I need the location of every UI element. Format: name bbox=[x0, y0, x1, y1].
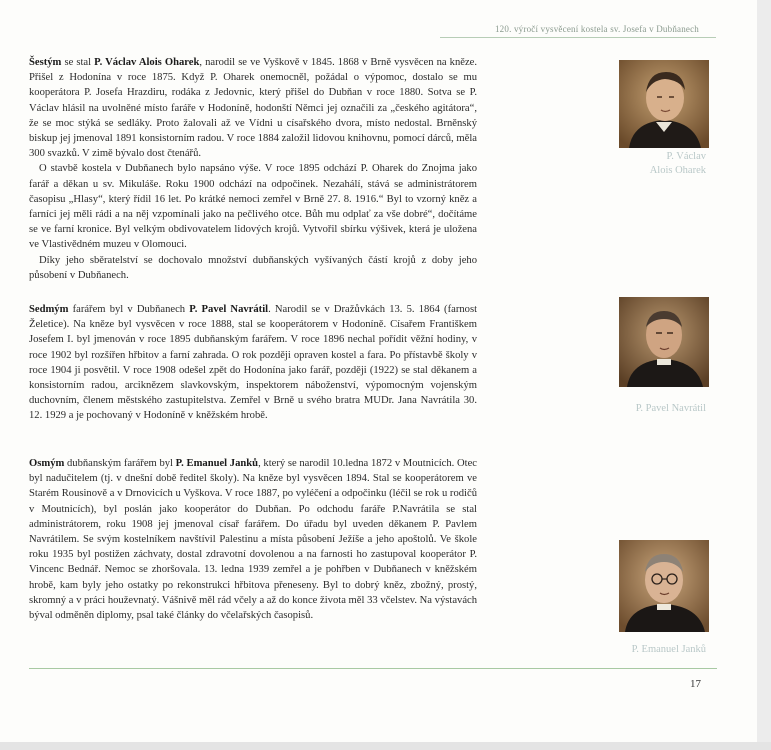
paragraph-text: , který se narodil 10.ledna 1872 v Moutnicích. Otec byl nadučitelem (tj. v dnešní době ředitel školy). Na kněze byl vysvěcen 1894. Stal se kooperátorem ve Starém Rousinově a v Drnovicích u Vyškova. V roce 1887, po vyléčení a odpočinku (léčil se rok u rodičů v Moutnicích), byl poslán jako kooperátor do Dubňan. Po odchodu faráře P.Navrátila se stal administrátorem, roku 1908 jej jmenoval císař farářem. Do úřadu byl uveden děkanem P. Pavlem Navrátilem. Se svým kostelníkem navštívil Palestinu a místa působení Ježíše a jeho apoštolů. Ve škole roku 1935 byl postižen záchvaty, dostal zdravotní dovolenou a na farnosti ho zastupoval kooperátor P. Vincenc Bednář. Nemoc se zhoršovala. 13. ledna 1939 zemřel a je pohřben v Dubňanech v kněžském hrobě, kam byly jeho ostatky po rekonstrukci hřbitova přeneseny. Byl to dobrý kněz, zbožný, prostý, skromný a v práci houževnatý. Vášnivě měl rád včely a až do konce života měl 33 včelstev. Na výstavách býval odměněn diplomy, psal také články do včelařských časopisů. bbox=[29, 458, 478, 622]
page-edge-shadow bbox=[757, 0, 771, 750]
ordinal-lead: Šestým bbox=[29, 57, 62, 68]
caption-line: P. Emanuel Janků bbox=[631, 644, 706, 655]
lead-connector: farářem byl v Dubňanech bbox=[68, 304, 190, 315]
caption-line: P. Václav bbox=[666, 151, 706, 162]
caption-line: P. Pavel Navrátil bbox=[635, 403, 706, 414]
section-janku bbox=[29, 456, 477, 623]
paragraph-text: , narodil se ve Vyškově v 1845. 1868 v Brně vysvěcen na kněze. Přišel z Hodonína v roce 1875. Když P. Oharek onemocněl, požádal o výpomoc, dostalo se mu kooperátora P. Josefa Hrazdiru, rodáka z Jedovnic, který přišel do Dubňan v roce 1880. Sotva se P. Václav hlásil na uvolněné místo faráře v Hodoníně, hodonští Němci jej označili za „českého agitátora“, že se moc stýká se sedláky. Proto žalovali až ve Vídni u císařského dvora, místo nedostal. Brněnský biskup jej jmenoval 1891 konsistorním radou. V roce 1884 založil lidovou knihovnu, pomocí dárců, měla 300 svazků. V zimě bývalo dost čtenářů. bbox=[29, 57, 477, 160]
ordinal-lead: Osmým bbox=[29, 458, 65, 469]
caption-line: Alois Oharek bbox=[649, 165, 706, 176]
paragraph bbox=[29, 55, 477, 161]
caption-oharek bbox=[520, 150, 706, 178]
priest-name: P. Pavel Navrátil bbox=[189, 304, 269, 315]
paragraph bbox=[29, 302, 477, 424]
header-rule bbox=[440, 37, 716, 38]
ordinal-lead: Sedmým bbox=[29, 304, 69, 315]
paragraph-text: . Narodil se v Dražůvkách 13. 5. 1864 (farnost Želetice). Na kněze byl vysvěcen v roce 1888, stal se kooperátorem v Hodoníně. Císařem Františkem Josefem I. byl jmenován v roce 1895 dubňanským farářem. V roce 1896 nechal pořídit věžní hodiny, v roce 1902 byl rozšířen hřbitov a farní zahrada. O rok později opraven kostel a fara. Po přístavbě školy v roce 1904 ji posvětil. V roce 1908 odešel zpět do Hodonína jako farář, později (1922) se stal děkanem a konsistorním radou, arciknězem slavkovským, inspektorem náboženství, výpomocným vojenským duchovním, členem městského zastupitelstva. Zemřel v Brně u svého bratra MUDr. Jana Navrátila 30. 12. 1929 a je pochovaný v Hodoníně v kněžském hrobě. bbox=[29, 304, 478, 422]
portrait-oharek bbox=[619, 60, 709, 148]
page-bottom-shadow bbox=[0, 742, 771, 750]
paragraph: Díky jeho sběratelství se dochovalo množství dubňanských vyšívaných částí krojů z doby jeho působení v Dubňanech. bbox=[29, 254, 477, 281]
page-number: 17 bbox=[690, 678, 701, 690]
paragraph: O stavbě kostela v Dubňanech bylo napsáno výše. V roce 1895 odchází P. Oharek do Znojma jako farář a děkan u sv. Mikuláše. Roku 1900 odchází na odpočinek. Nezahálí, stává se administrátorem časopisu „Hlasy“, který řídil 16 let. Po krátké nemoci zemřel v Brně 27. 8. 1916.“ Byl to vzorný kněz a farníci jej měli rádi a na něj vzpomínali jako na pečlivého otce. Bůh mu odplať za vše dobré“, dočítáme se ve farní kronice. Byl velkým obdivovatelem lidových krojů. Vytvořil sbírku výšivek, která je uložena ve Vlastivědném muzeu v Olomouci. bbox=[29, 163, 477, 251]
portrait-janku bbox=[619, 540, 709, 632]
section-oharek bbox=[29, 55, 477, 283]
portrait-navratil bbox=[619, 297, 709, 387]
footer-rule bbox=[29, 668, 717, 669]
running-header: 120. výročí vysvěcení kostela sv. Josefa v Dubňanech bbox=[494, 24, 699, 34]
lead-connector: se stal bbox=[61, 57, 95, 68]
section-navratil bbox=[29, 302, 477, 424]
caption-navratil bbox=[520, 402, 706, 416]
paragraph bbox=[29, 456, 477, 623]
priest-name: P. Václav Alois Oharek bbox=[94, 57, 200, 68]
lead-connector: dubňanským farářem byl bbox=[64, 458, 176, 469]
caption-janku bbox=[520, 643, 706, 657]
priest-name: P. Emanuel Janků bbox=[175, 458, 259, 469]
